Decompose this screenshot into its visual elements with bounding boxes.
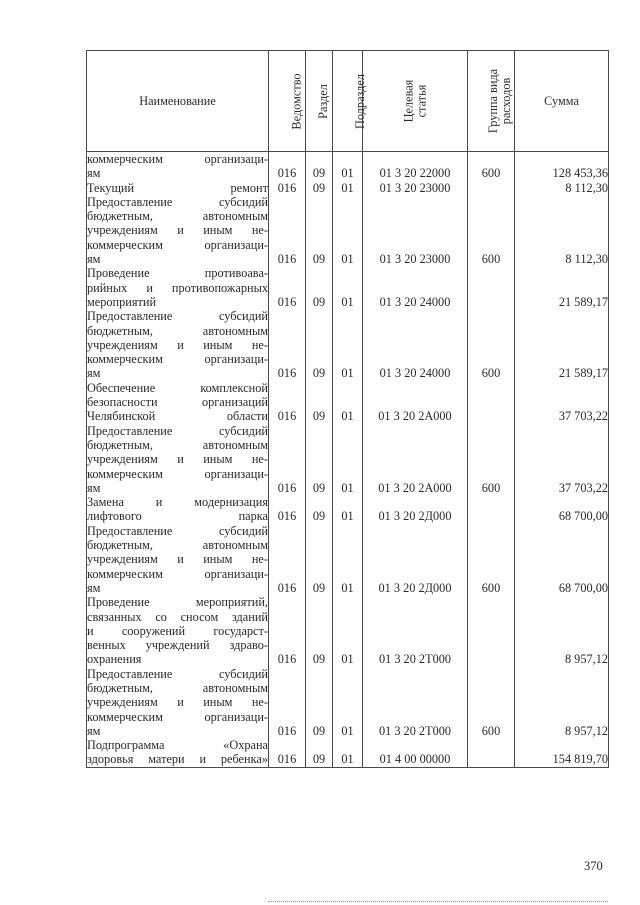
cell-vedomstvo: 016: [269, 524, 306, 595]
table-row: [87, 524, 609, 595]
cell-podrazdel: 01: [333, 424, 363, 495]
cell-name-line: ям: [87, 480, 101, 495]
header-razdel: Раздел: [306, 51, 333, 152]
cell-name-line: связанных со сносом зданий: [87, 609, 268, 624]
cell-podrazdel: 01: [333, 495, 363, 524]
cell-name-line: венных учреждений здраво-: [87, 638, 268, 653]
cell-name: [87, 595, 269, 666]
table-row: [87, 381, 609, 424]
table-row: [87, 181, 609, 195]
cell-name-line: учреждениям и иным не-: [87, 695, 268, 710]
cell-name-line: бюджетным, автономным: [87, 538, 268, 553]
cell-name-line: Проведение противоава-: [87, 266, 268, 281]
cell-gruppa: [468, 381, 515, 424]
cell-razdel: 09: [306, 381, 333, 424]
cell-podrazdel: 01: [333, 524, 363, 595]
cell-summa: 8 112,30: [515, 181, 609, 195]
cell-vedomstvo: 016: [269, 495, 306, 524]
cell-name-line: коммерческим организаци-: [87, 709, 268, 724]
table-row: [87, 266, 609, 309]
cell-summa: 37 703,22: [515, 424, 609, 495]
cell-podrazdel: 01: [333, 152, 363, 181]
cell-name-line: и сооружений государст-: [87, 623, 268, 638]
cell-name-line: учреждениям и иным не-: [87, 452, 268, 467]
cell-name-line: Обеспечение комплексной: [87, 380, 268, 395]
cell-name-line: бюджетным, автономным: [87, 437, 268, 452]
cell-gruppa: 600: [468, 152, 515, 181]
cell-summa: 68 700,00: [515, 524, 609, 595]
cell-gruppa: 600: [468, 309, 515, 380]
cell-gruppa: 600: [468, 195, 515, 266]
cell-razdel: 09: [306, 309, 333, 380]
cell-name-line: ям: [87, 366, 101, 381]
page-number: 370: [584, 859, 603, 873]
cell-vedomstvo: 016: [269, 309, 306, 380]
cell-summa: 128 453,36: [515, 152, 609, 181]
cell-name: [87, 195, 269, 266]
cell-name: [87, 266, 269, 309]
cell-gruppa: [468, 495, 515, 524]
cell-name-line: Предоставление субсидий: [87, 523, 268, 538]
cell-statya: 01 3 20 2А000: [363, 424, 468, 495]
cell-name: [87, 738, 269, 767]
cell-summa: 8 957,12: [515, 667, 609, 738]
cell-name-line: безопасности организаций: [87, 395, 268, 410]
cell-statya: 01 4 00 00000: [363, 738, 468, 767]
cell-name-line: учреждениям и иным не-: [87, 223, 268, 238]
cell-vedomstvo: 016: [269, 738, 306, 767]
cell-podrazdel: 01: [333, 195, 363, 266]
cell-razdel: 09: [306, 181, 333, 195]
cell-summa: 37 703,22: [515, 381, 609, 424]
cell-vedomstvo: 016: [269, 667, 306, 738]
cell-summa: 154 819,70: [515, 738, 609, 767]
table-row: [87, 667, 609, 738]
cell-name-line: Предоставление субсидий: [87, 309, 268, 324]
cell-vedomstvo: 016: [269, 381, 306, 424]
table-row: [87, 738, 609, 767]
cell-name-line: ям: [87, 723, 101, 738]
cell-summa: 8 112,30: [515, 195, 609, 266]
cell-name-line: здоровья матери и ребенка»: [87, 752, 268, 767]
table-row: [87, 309, 609, 380]
cell-vedomstvo: 016: [269, 595, 306, 666]
cell-name-line: Предоставление субсидий: [87, 423, 268, 438]
table-row: [87, 195, 609, 266]
cell-statya: 01 3 20 2А000: [363, 381, 468, 424]
cell-summa: 21 589,17: [515, 266, 609, 309]
cell-name-line: коммерческим организаци-: [87, 237, 268, 252]
cell-razdel: 09: [306, 495, 333, 524]
cell-razdel: 09: [306, 424, 333, 495]
table-row: [87, 424, 609, 495]
header-name: Наименование: [87, 51, 269, 152]
table-row: [87, 595, 609, 666]
header-gruppa: Группа вида расходов: [468, 51, 515, 152]
table-header-row: [87, 51, 609, 152]
cell-name-line: бюджетным, автономным: [87, 680, 268, 695]
cell-summa: 21 589,17: [515, 309, 609, 380]
cell-razdel: 09: [306, 266, 333, 309]
cell-podrazdel: 01: [333, 181, 363, 195]
cell-statya: 01 3 20 23000: [363, 195, 468, 266]
cell-name-line: Подпрограмма «Охрана: [87, 738, 268, 753]
cell-statya: 01 3 20 2Д000: [363, 495, 468, 524]
cell-name: [87, 424, 269, 495]
cell-statya: 01 3 20 24000: [363, 309, 468, 380]
cell-name-line: Проведение мероприятий,: [87, 595, 268, 610]
cell-name-line: Замена и модернизация: [87, 495, 268, 510]
cell-razdel: 09: [306, 195, 333, 266]
cell-statya: 01 3 20 2Д000: [363, 524, 468, 595]
cell-gruppa: 600: [468, 424, 515, 495]
cell-name-line: учреждениям и иным не-: [87, 552, 268, 567]
cell-name: [87, 381, 269, 424]
cell-statya: 01 3 20 22000: [363, 152, 468, 181]
cell-name-line: коммерческим организаци-: [87, 152, 268, 166]
cell-razdel: 09: [306, 152, 333, 181]
cell-statya: 01 3 20 24000: [363, 266, 468, 309]
cell-name-line: учреждениям и иным не-: [87, 337, 268, 352]
cell-gruppa: [468, 595, 515, 666]
header-summa: Сумма: [515, 51, 609, 152]
cell-gruppa: [468, 266, 515, 309]
cell-name-line: бюджетным, автономным: [87, 323, 268, 338]
cell-statya: 01 3 20 23000: [363, 181, 468, 195]
cell-statya: 01 3 20 2Т000: [363, 667, 468, 738]
cell-name-line: Предоставление субсидий: [87, 194, 268, 209]
cell-statya: 01 3 20 2Т000: [363, 595, 468, 666]
cell-vedomstvo: 016: [269, 152, 306, 181]
cell-name-line: рийных и противопожарных: [87, 280, 268, 295]
cell-name: [87, 152, 269, 181]
cell-name-line: ям: [87, 252, 101, 267]
cell-gruppa: 600: [468, 667, 515, 738]
cell-razdel: 09: [306, 524, 333, 595]
cell-name-line: бюджетным, автономным: [87, 209, 268, 224]
header-vedomstvo: Ведомство: [269, 51, 306, 152]
cell-vedomstvo: 016: [269, 181, 306, 195]
cell-name-line: коммерческим организаци-: [87, 352, 268, 367]
cell-name-line: мероприятий: [87, 294, 157, 309]
cell-name-line: коммерческим организаци-: [87, 566, 268, 581]
cell-name-line: лифтового парка: [87, 509, 268, 524]
footer-rule: [268, 901, 608, 903]
cell-name-line: коммерческим организаци-: [87, 466, 268, 481]
cell-name-line: охранения: [87, 652, 142, 667]
cell-summa: 68 700,00: [515, 495, 609, 524]
header-podrazdel: Подраздел: [333, 51, 363, 152]
cell-name-line: ям: [87, 166, 101, 181]
cell-podrazdel: 01: [333, 381, 363, 424]
table-row: [87, 152, 609, 181]
cell-gruppa: [468, 738, 515, 767]
cell-name: [87, 524, 269, 595]
header-statya: Целевая статья: [363, 51, 468, 152]
cell-razdel: 09: [306, 667, 333, 738]
cell-podrazdel: 01: [333, 266, 363, 309]
cell-vedomstvo: 016: [269, 424, 306, 495]
cell-name-line: ям: [87, 580, 101, 595]
cell-name: [87, 181, 269, 195]
cell-name: [87, 667, 269, 738]
table-row: [87, 495, 609, 524]
cell-name-line: Текущий ремонт: [87, 180, 268, 195]
cell-summa: 8 957,12: [515, 595, 609, 666]
cell-podrazdel: 01: [333, 595, 363, 666]
cell-podrazdel: 01: [333, 309, 363, 380]
cell-gruppa: [468, 181, 515, 195]
cell-name: [87, 309, 269, 380]
cell-podrazdel: 01: [333, 667, 363, 738]
cell-razdel: 09: [306, 738, 333, 767]
cell-name-line: Предоставление субсидий: [87, 666, 268, 681]
budget-table: [86, 50, 609, 768]
cell-razdel: 09: [306, 595, 333, 666]
cell-vedomstvo: 016: [269, 266, 306, 309]
cell-gruppa: 600: [468, 524, 515, 595]
cell-podrazdel: 01: [333, 738, 363, 767]
cell-name-line: Челябинской области: [87, 409, 268, 424]
cell-name: [87, 495, 269, 524]
cell-vedomstvo: 016: [269, 195, 306, 266]
